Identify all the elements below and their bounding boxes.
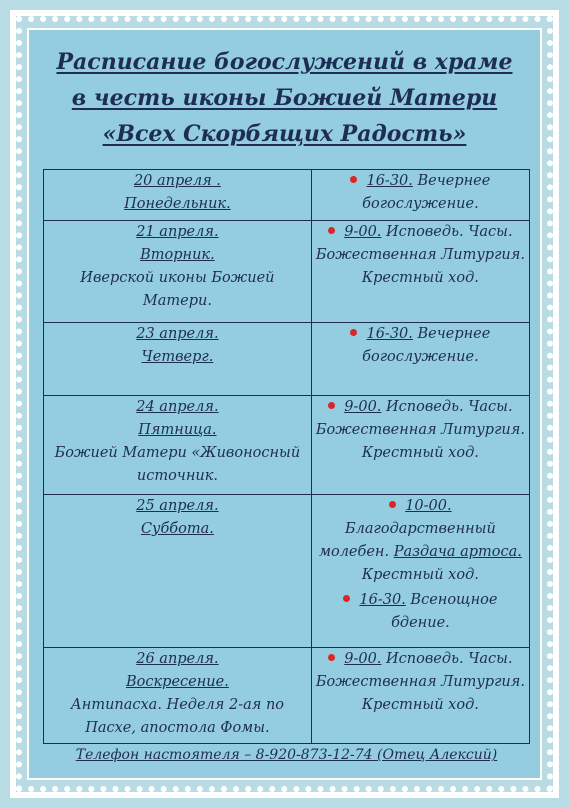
service-text: Всенощное бдение. xyxy=(391,592,498,631)
service-time: 16-30. xyxy=(366,173,413,189)
bullet-icon xyxy=(328,227,335,234)
service-text: Исповедь. Часы. Божественная Литургия. Крестный ход. xyxy=(315,224,525,286)
table-row xyxy=(44,323,530,396)
weekday-label: Понедельник. xyxy=(124,196,231,212)
table-row xyxy=(44,170,530,221)
service-text: Исповедь. Часы. Божественная Литургия. Крестный ход. xyxy=(315,399,525,461)
title-line-1: Расписание богослужений в храме xyxy=(56,49,513,75)
table-row xyxy=(44,495,530,648)
service-cell xyxy=(311,323,529,396)
service-time: 10-00. xyxy=(405,498,452,514)
day-cell xyxy=(44,221,312,323)
service-text: Исповедь. Часы. Божественная Литургия. Крестный ход. xyxy=(315,651,525,713)
service-time: 16-30. xyxy=(359,592,406,608)
service-item xyxy=(314,221,527,290)
service-item xyxy=(314,495,527,587)
table-row xyxy=(44,396,530,495)
service-time: 9-00. xyxy=(344,651,382,667)
weekday-label: Вторник. xyxy=(140,247,215,263)
service-item xyxy=(314,323,527,369)
feast-note: Антипасха. Неделя 2-ая по Пасхе, апостола Фомы. xyxy=(70,697,285,736)
table-row xyxy=(44,221,530,323)
schedule-panel xyxy=(29,30,540,778)
service-time: 9-00. xyxy=(344,224,382,240)
service-cell xyxy=(311,170,529,221)
date-label: 21 апреля. xyxy=(136,224,219,240)
bullet-icon xyxy=(328,654,335,661)
date-label: 20 апреля . xyxy=(133,173,221,189)
service-cell xyxy=(311,495,529,648)
day-cell xyxy=(44,495,312,648)
bullet-icon xyxy=(328,402,335,409)
service-text: Благодарственный молебен. xyxy=(318,521,496,560)
service-cell xyxy=(311,648,529,744)
service-item xyxy=(314,396,527,465)
service-item xyxy=(314,589,527,635)
weekday-label: Воскресение. xyxy=(126,674,229,690)
date-label: 24 апреля. xyxy=(136,399,219,415)
service-time: 9-00. xyxy=(344,399,382,415)
service-time: 16-30. xyxy=(366,326,413,342)
feast-note: Иверской иконы Божией Матери. xyxy=(80,270,275,309)
service-item xyxy=(314,648,527,717)
weekday-label: Пятница. xyxy=(138,422,217,438)
service-text: Вечернее богослужение. xyxy=(362,326,491,365)
service-text: Вечернее богослужение. xyxy=(362,173,491,212)
schedule-table xyxy=(43,169,530,744)
day-cell xyxy=(44,323,312,396)
day-cell xyxy=(44,648,312,744)
service-cell xyxy=(311,396,529,495)
priest-phone: Телефон настоятеля – 8-920-873-12-74 (Отец Алексий) xyxy=(75,747,498,763)
date-label: 23 апреля. xyxy=(136,326,219,342)
title-line-2: в честь иконы Божией Матери xyxy=(71,85,498,111)
service-item xyxy=(314,170,527,216)
weekday-label: Суббота. xyxy=(140,521,214,537)
service-link-text: Раздача артоса. xyxy=(393,544,522,560)
bullet-icon xyxy=(389,501,396,508)
bullet-icon xyxy=(343,595,350,602)
weekday-label: Четверг. xyxy=(141,349,214,365)
service-cell xyxy=(311,221,529,323)
service-tail-text: Крестный ход. xyxy=(361,567,479,583)
bullet-icon xyxy=(350,176,357,183)
date-label: 25 апреля. xyxy=(136,498,219,514)
table-row xyxy=(44,648,530,744)
feast-note: Божией Матери «Живоносный источник. xyxy=(54,445,301,484)
day-cell xyxy=(44,170,312,221)
page-title xyxy=(29,44,540,152)
day-cell xyxy=(44,396,312,495)
bullet-icon xyxy=(350,329,357,336)
title-line-3: «Всех Скорбящих Радость» xyxy=(102,121,467,147)
date-label: 26 апреля. xyxy=(136,651,219,667)
